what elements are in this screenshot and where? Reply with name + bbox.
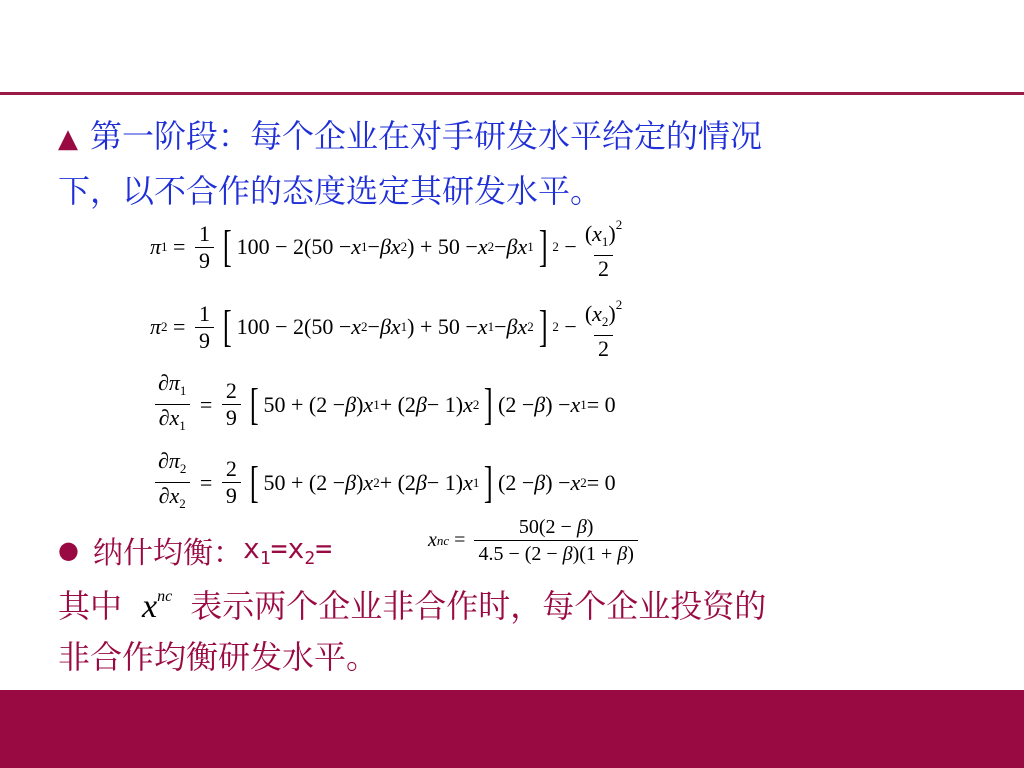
triangle-bullet-icon: ▲ [58, 124, 78, 154]
equation-nash-solution: x nc = $\frac{50(2 - \beta)}{4.5 - (2 - \beta)(1 + \beta)}$ [428, 514, 642, 567]
explanation-paragraph [58, 572, 978, 682]
footer-band [0, 690, 1024, 768]
para-line-2: 非合作均衡研发水平。 [58, 638, 379, 676]
nash-label: 纳什均衡： [92, 536, 243, 571]
equation-profit-1: π 1 = $\frac{1}{9}$ [ 100 − 2(50 − x 1 − βx 2 ) + 50 − x 2 − βx 1 ] 2 − $\frac{(x_1)^2}{2}$ [150, 217, 623, 281]
heading-line-1: 第一阶段：每个企业在对手研发水平给定的情况 [90, 117, 763, 155]
nash-equilibrium-line [58, 528, 332, 572]
para-line-1: 表示两个企业非合作时，每个企业投资的 [190, 587, 767, 625]
equation-profit-2: π 2 = $\frac{1}{9}$ [ 100 − 2(50 − x 2 − βx 1 ) + 50 − x 1 − βx 2 ] 2 − $\frac{(x_2)^2}{2}$ [150, 297, 623, 361]
equation-derivative-2: $\frac{\partial\pi_2}{\partial x_2}$ = $\frac{2}{9}$ [ 50 + (2 − β ) x 2 + (2 β − 1) x 1 ] (2 − β ) − x 2 = 0 [150, 448, 616, 517]
equation-derivative-1: $\frac{\partial\pi_1}{\partial x_1}$ = $\frac{2}{9}$ [ 50 + (2 − β ) x 1 + (2 β − 1) x 2 ] (2 − β ) − x 1 = 0 [150, 370, 616, 439]
slide-heading [58, 110, 978, 217]
nash-variables: $x_1=x_2=$ [242, 531, 333, 569]
circle-bullet-icon: ● [58, 536, 79, 564]
top-divider [0, 92, 1024, 95]
para-prefix: 其中 [58, 587, 123, 625]
heading-line-2: 下，以不合作的态度选定其研发水平。 [58, 172, 603, 210]
xnc-symbol: $x^{nc}$ [142, 588, 173, 625]
